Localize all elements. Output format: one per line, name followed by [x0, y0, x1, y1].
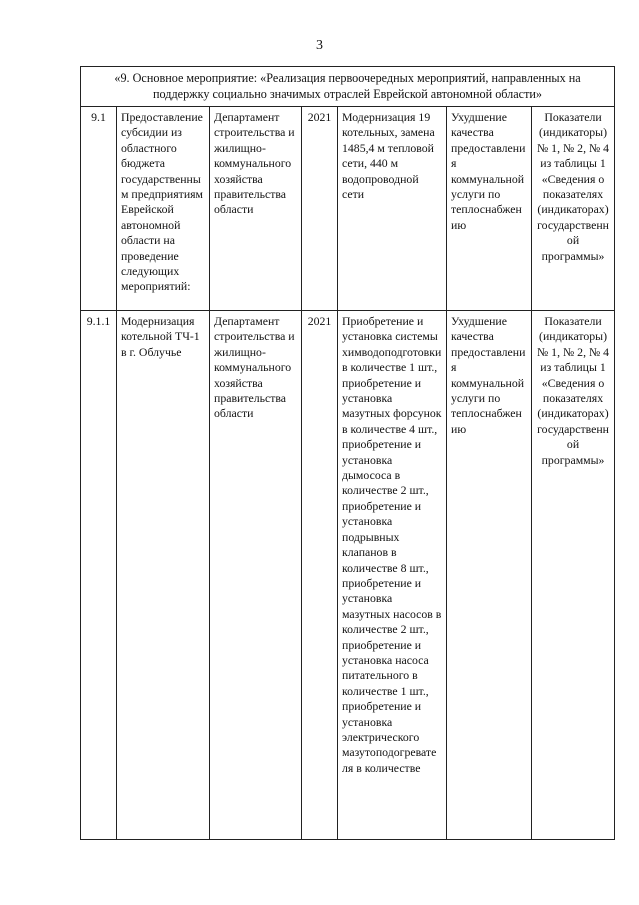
- table-header-row: [81, 67, 615, 107]
- main-measure-title: «9. Основное мероприятие: «Реализация первоочередных мероприятий, направленных на поддержку социально значимых отраслей Еврейской автономной области»: [81, 67, 615, 107]
- measures-table: [80, 66, 615, 840]
- indicators: Показатели (индикаторы) № 1, № 2, № 4 из таблицы 1 «Сведения о показателях (индикаторах) государственной программы»: [532, 107, 615, 311]
- indicators: Показатели (индикаторы) № 1, № 2, № 4 из таблицы 1 «Сведения о показателях (индикаторах) государственной программы»: [532, 311, 615, 840]
- table-row: [81, 107, 615, 311]
- consequence: Ухудшение качества предоставления коммунальной услуги по теплоснабжению: [447, 107, 532, 311]
- measure-name: Модернизация котельной ТЧ-1 в г. Облучье: [117, 311, 210, 840]
- year: 2021: [302, 107, 338, 311]
- executor: Департамент строительства и жилищно-коммунального хозяйства правительства области: [210, 107, 302, 311]
- expected-result: Модернизация 19 котельных, замена 1485,4 м тепловой сети, 440 м водопроводной сети: [338, 107, 447, 311]
- year: 2021: [302, 311, 338, 840]
- page-number: 3: [316, 38, 323, 53]
- row-number: 9.1: [81, 107, 117, 311]
- consequence: Ухудшение качества предоставления коммунальной услуги по теплоснабжению: [447, 311, 532, 840]
- table-row: [81, 311, 615, 840]
- measure-name: Предоставление субсидии из областного бюджета государственным предприятиям Еврейской автономной области на проведение следующих мероприятий:: [117, 107, 210, 311]
- row-number: 9.1.1: [81, 311, 117, 840]
- expected-result: Приобретение и установка системы химводоподготовки в количестве 1 шт., приобретение и установка мазутных форсунок в количестве 4 шт., приобретение и установка дымососа в количестве 2 шт., приобретение и установка подрывных клапанов в количестве 8 шт., приобретение и установка мазутных насосов в количестве 2 шт., приобретение и установка насоса питательного в количестве 1 шт., приобретение и установка электрического мазутоподогревателя в количестве: [338, 311, 447, 840]
- executor: Департамент строительства и жилищно-коммунального хозяйства правительства области: [210, 311, 302, 840]
